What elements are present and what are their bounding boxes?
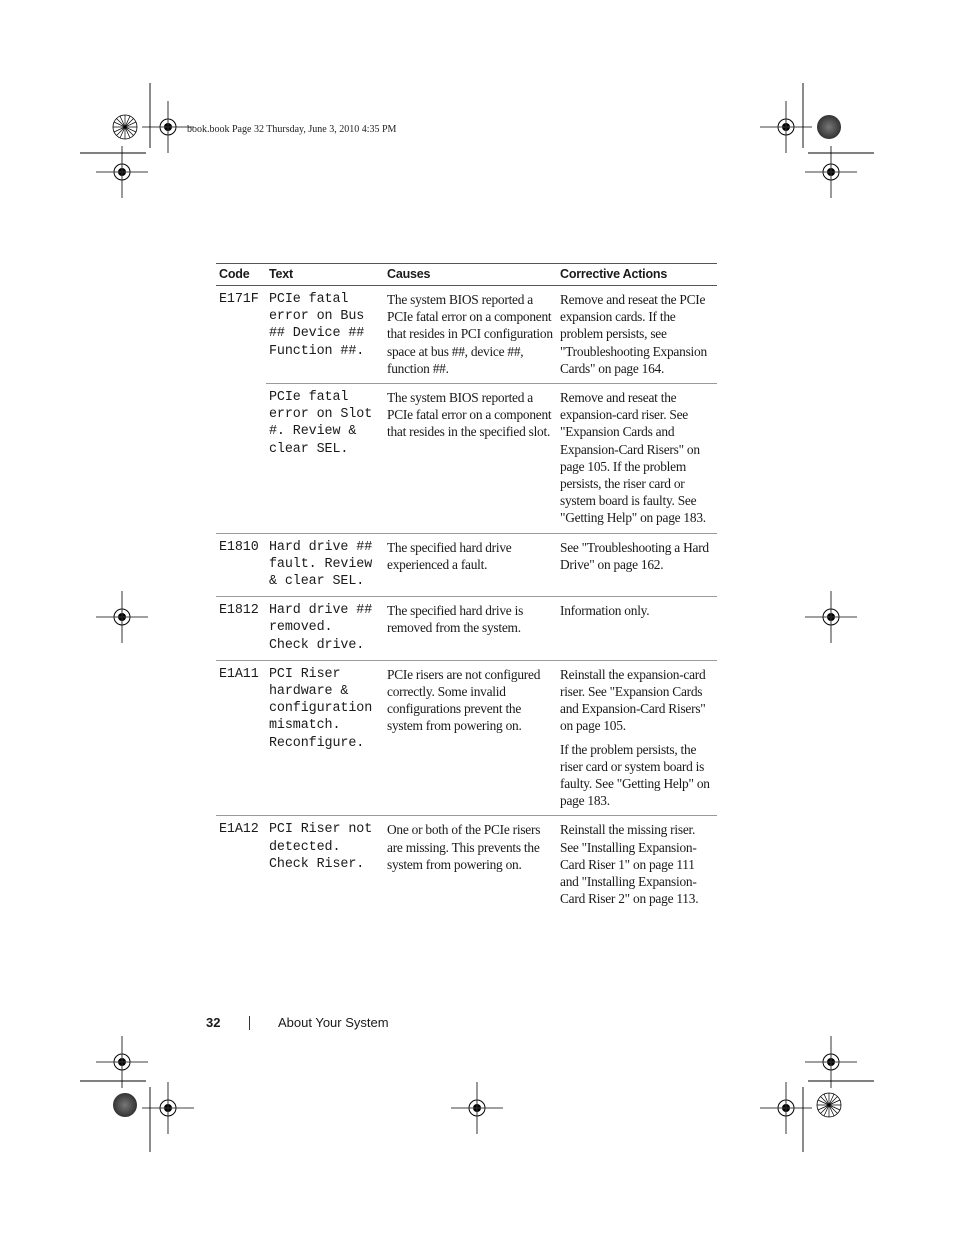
column-header-text: Text <box>266 264 384 286</box>
code-cell: E1A12 <box>219 822 259 838</box>
text-cell: Hard drive ## fault. Review & clear SEL. <box>266 533 384 597</box>
action-paragraph: Remove and reseat the expansion-card riser. See "Expansion Cards and Expansion-Card Risers" on page 105. If the problem persists, the riser card or system board is faulty. See "Getting Help" on page 183. <box>560 390 706 526</box>
action-paragraph: See "Troubleshooting a Hard Drive" on page 162. <box>560 539 709 572</box>
causes-cell: The system BIOS reported a PCIe fatal error on a component that resides in the specified slot. <box>384 384 557 534</box>
column-header-code: Code <box>216 264 266 286</box>
table-row <box>216 384 717 534</box>
causes-cell: PCIe risers are not configured correctly. Some invalid configurations prevent the system from powering on. <box>384 660 557 816</box>
registration-mark-icon <box>96 146 148 198</box>
table-header-row <box>216 264 717 286</box>
causes-cell: The system BIOS reported a PCIe fatal error on a component that resides in PCI configuration space at bus ##, device ##, function ##. <box>384 286 557 384</box>
action-paragraph: If the problem persists, the riser card or system board is faulty. See "Getting Help" on page 183. <box>560 741 710 809</box>
text-cell: PCIe fatal error on Slot #. Review & clear SEL. <box>266 384 384 534</box>
text-cell: PCI Riser hardware & configuration mismatch. Reconfigure. <box>266 660 384 816</box>
column-header-actions: Corrective Actions <box>557 264 717 286</box>
text-cell: Hard drive ## removed. Check drive. <box>266 597 384 661</box>
table-row <box>216 533 717 597</box>
color-target-icon <box>113 1093 137 1117</box>
registration-mark-icon <box>451 1082 503 1134</box>
column-header-causes: Causes <box>384 264 557 286</box>
actions-cell <box>557 816 717 914</box>
table-row <box>216 660 717 816</box>
action-paragraph: Reinstall the expansion-card riser. See "Expansion Cards and Expansion-Card Risers" on page 105. <box>560 666 706 734</box>
code-cell: E1810 <box>216 533 266 597</box>
causes-cell: The specified hard drive experienced a fault. <box>384 533 557 597</box>
registration-mark-icon <box>805 1036 857 1088</box>
registration-mark-icon <box>760 101 812 153</box>
text-cell: PCIe fatal error on Bus ## Device ## Function ##. <box>266 286 384 384</box>
causes-cell: One or both of the PCIe risers are missing. This prevents the system from powering on. <box>387 822 541 872</box>
page-number: 32 <box>206 1015 221 1030</box>
code-cell: E1812 <box>216 597 266 661</box>
registration-mark-icon <box>805 146 857 198</box>
action-paragraph: Information only. <box>560 603 650 619</box>
error-code-table <box>216 263 717 914</box>
code-cell: E1A11 <box>216 660 266 816</box>
code-cell: E171F <box>216 286 266 534</box>
footer-divider <box>249 1016 250 1030</box>
color-target-icon <box>817 115 841 139</box>
starburst-mark-icon <box>113 115 137 139</box>
section-title: About Your System <box>278 1015 389 1030</box>
starburst-mark-icon <box>817 1093 841 1117</box>
action-paragraph: Reinstall the missing riser. See "Installing Expansion-Card Riser 1" on page 111 and "Installing Expansion-Card Riser 2" on page 113. <box>560 822 699 907</box>
actions-cell <box>557 597 717 661</box>
actions-cell <box>557 533 717 597</box>
action-paragraph: Remove and reseat the PCIe expansion cards. If the problem persists, see "Troubleshooting Expansion Cards" on page 164. <box>560 292 707 376</box>
registration-mark-icon <box>760 1082 812 1134</box>
actions-cell <box>557 660 717 816</box>
registration-mark-icon <box>805 591 857 643</box>
actions-cell <box>557 286 717 384</box>
causes-cell: The specified hard drive is removed from the system. <box>384 597 557 661</box>
text-cell: PCI Riser not detected. Check Riser. <box>269 822 373 872</box>
registration-mark-icon <box>96 1036 148 1088</box>
actions-cell <box>557 384 717 534</box>
registration-mark-icon <box>96 591 148 643</box>
table-row <box>216 286 717 384</box>
table-row <box>216 816 717 914</box>
table-row <box>216 597 717 661</box>
print-header: book.book Page 32 Thursday, June 3, 2010 4:35 PM <box>187 124 397 135</box>
